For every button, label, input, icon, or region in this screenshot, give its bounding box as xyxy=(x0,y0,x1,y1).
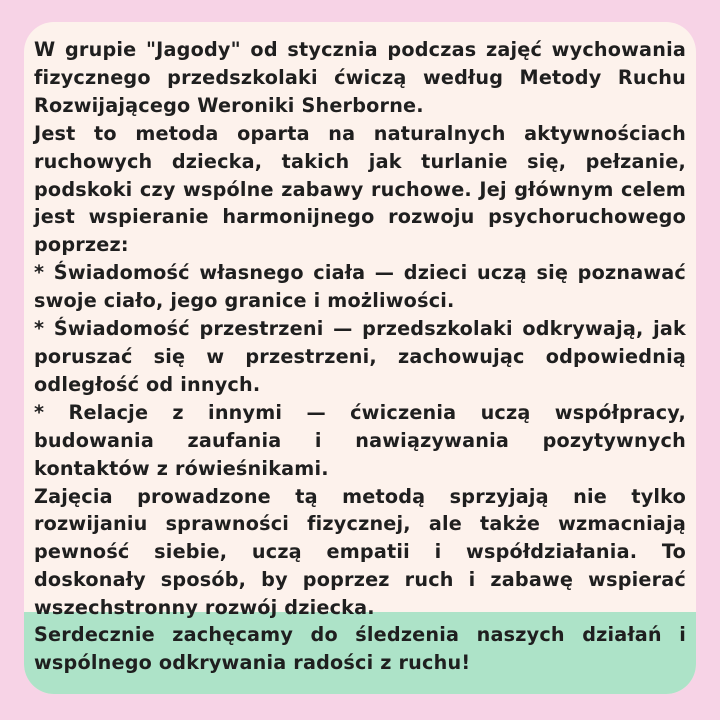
bullet-space-awareness: * Świadomość przestrzeni — przedszkolaki odkrywają, jak poruszać się w przestrzeni, zachowując odpowiednią odległość od innych. xyxy=(34,317,686,396)
bullet-relations: * Relacje z innymi — ćwiczenia uczą współpracy, budowania zaufania i nawiązywania pozytywnych kontaktów z rówieśnikami. xyxy=(34,400,686,480)
post-card xyxy=(24,22,696,694)
post-body xyxy=(34,36,686,622)
paragraph-method: Jest to metoda oparta na naturalnych aktywnościach ruchowych dziecka, takich jak turlanie się, pełzanie, podskoki czy wspólne zabawy ruchowe. Jej głównym celem jest wspieranie harmonijnego rozwoju psychoruchowego poprzez: xyxy=(34,121,686,257)
paragraph-intro: W grupie "Jagody" od stycznia podczas zajęć wychowania fizycznego przedszkolaki ćwiczą według Metody Ruchu Rozwijającego Weroniki Sherborne. xyxy=(34,38,686,117)
paragraph-summary: Zajęcia prowadzone tą metodą sprzyjają nie tylko rozwijaniu sprawności fizycznej, ale także wzmacniają pewność siebie, uczą empatii i współdziałania. To doskonały sposób, by poprzez ruch i zabawę wspierać wszechstronny rozwój dziecka. xyxy=(34,484,686,620)
bullet-body-awareness: * Świadomość własnego ciała — dzieci uczą się poznawać swoje ciało, jego granice i możliwości. xyxy=(34,261,686,313)
closing-invitation: Serdecznie zachęcamy do śledzenia naszych działań i wspólnego odkrywania radości z ruchu! xyxy=(34,623,686,674)
